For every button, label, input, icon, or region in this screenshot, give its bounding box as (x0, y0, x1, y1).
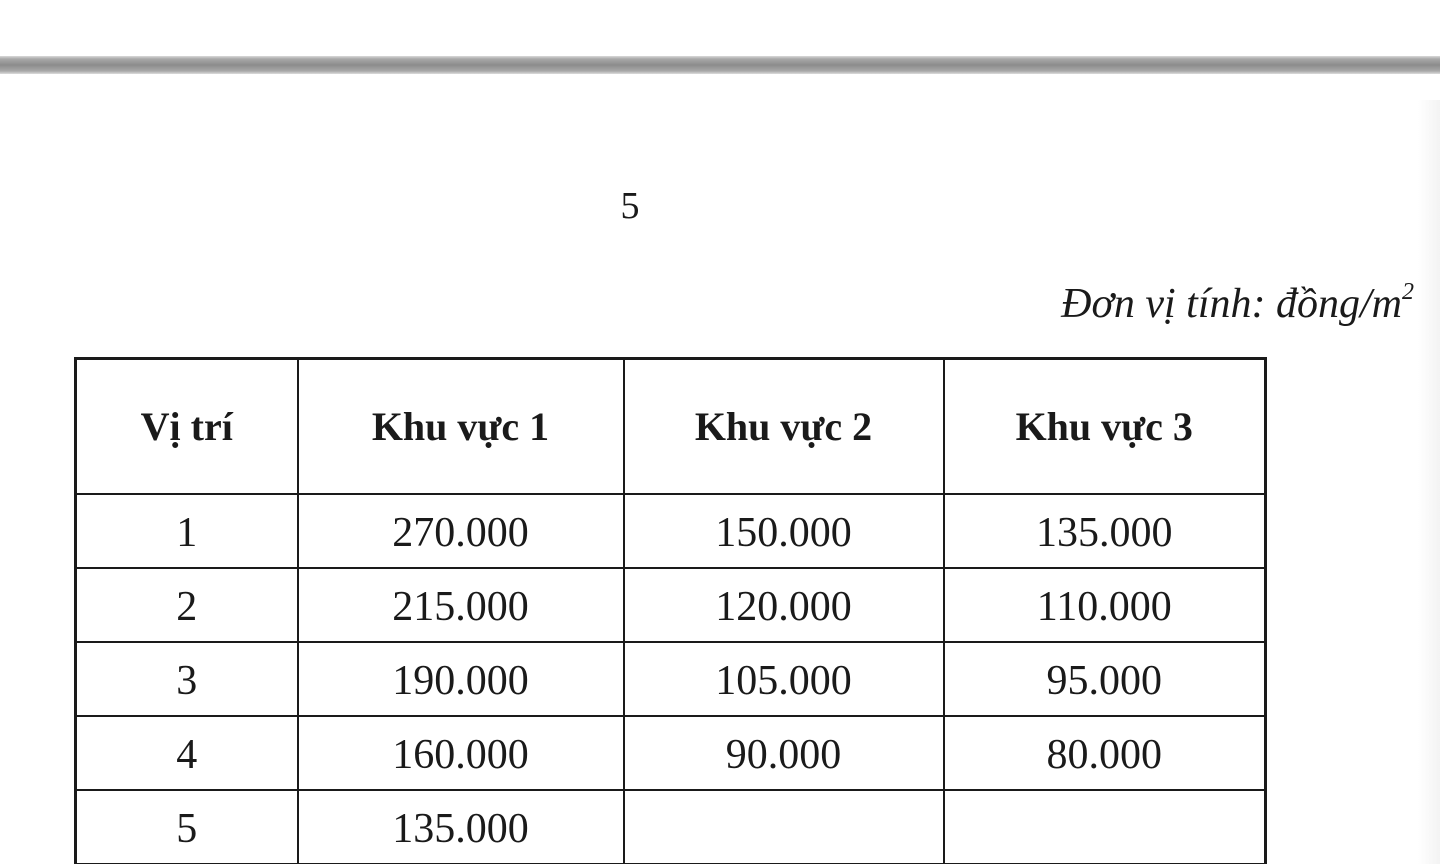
table-row (76, 494, 1266, 568)
cell-position: 2 (76, 568, 298, 642)
cell-area-1: 270.000 (298, 494, 624, 568)
table-row (76, 642, 1266, 716)
cell-area-2: 90.000 (624, 716, 944, 790)
cell-area-1: 135.000 (298, 790, 624, 864)
header-area-1: Khu vực 1 (298, 359, 624, 495)
cell-area-2: 120.000 (624, 568, 944, 642)
page-number: 5 (620, 185, 640, 227)
table-row (76, 790, 1266, 864)
cell-area-3: 80.000 (944, 716, 1266, 790)
header-position: Vị trí (76, 359, 298, 495)
cell-area-2: 150.000 (624, 494, 944, 568)
cell-area-2: 105.000 (624, 642, 944, 716)
table-row (76, 716, 1266, 790)
table-row (76, 568, 1266, 642)
cell-area-3: 110.000 (944, 568, 1266, 642)
cell-position: 5 (76, 790, 298, 864)
cell-position: 1 (76, 494, 298, 568)
unit-of-measure (1061, 278, 1414, 330)
land-price-table (74, 357, 1267, 864)
unit-label: Đơn vị tính: đồng/m (1061, 281, 1402, 327)
cell-area-2 (624, 790, 944, 864)
page-top-divider (0, 56, 1440, 74)
cell-area-3: 135.000 (944, 494, 1266, 568)
cell-area-1: 190.000 (298, 642, 624, 716)
scan-page-edge (1418, 100, 1440, 864)
cell-area-1: 215.000 (298, 568, 624, 642)
cell-position: 3 (76, 642, 298, 716)
cell-area-3 (944, 790, 1266, 864)
header-area-3: Khu vực 3 (944, 359, 1266, 495)
cell-area-1: 160.000 (298, 716, 624, 790)
cell-area-3: 95.000 (944, 642, 1266, 716)
header-area-2: Khu vực 2 (624, 359, 944, 495)
table-header-row (76, 359, 1266, 495)
unit-superscript: 2 (1402, 279, 1414, 305)
cell-position: 4 (76, 716, 298, 790)
